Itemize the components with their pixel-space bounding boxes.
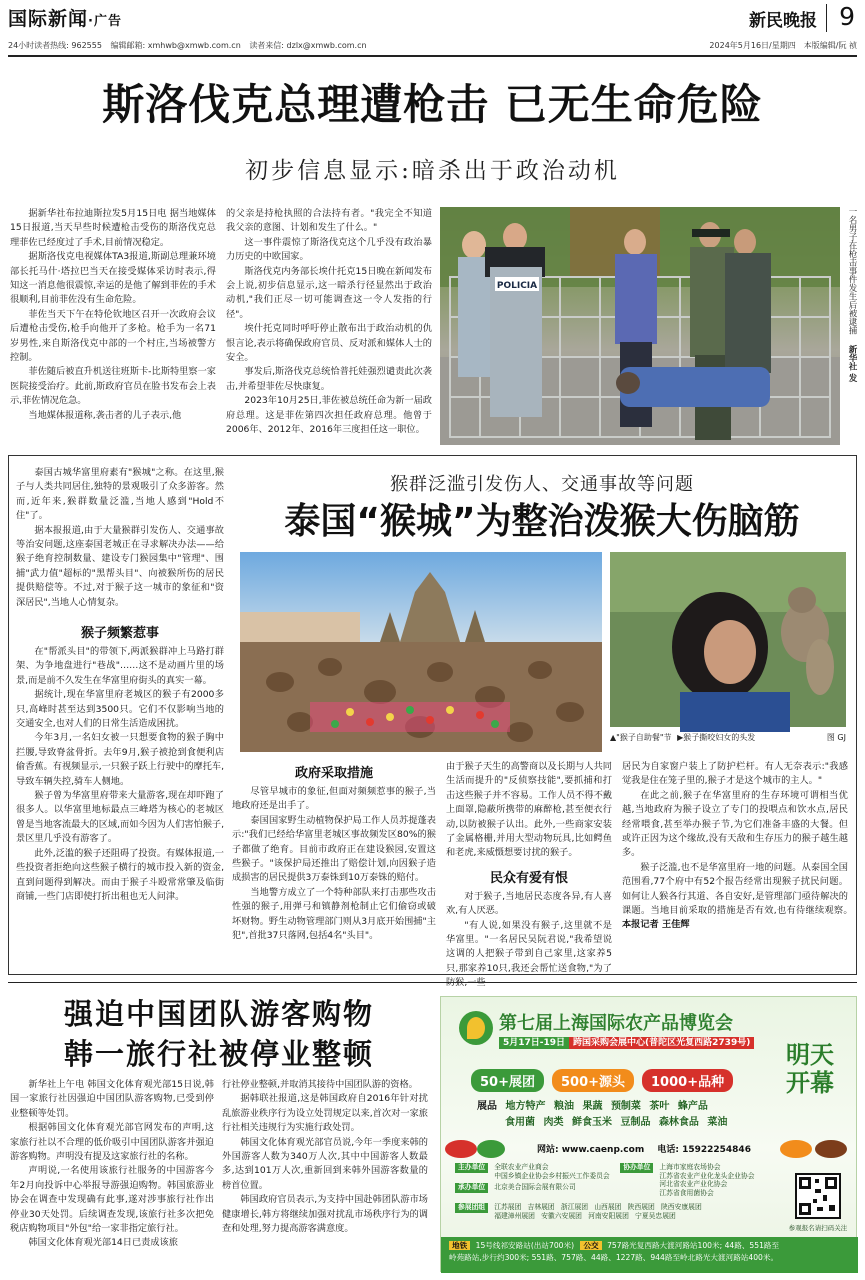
svg-text:POLICIA: POLICIA: [496, 281, 538, 291]
expo-product-categories: 展品 地方特产 粮油 果蔬 预制菜 茶叶 蜂产品 食用菌 肉类 鲜食玉米 豆制品 森林食品 菜油: [477, 1101, 728, 1128]
section-title: 国际新闻·广告: [8, 8, 122, 30]
korea-column-1: 新华社上午电 韩国文化体育观光部15日说,韩国一家旅行社因强迫中国团队游客购物,已受到停业整顿等处罚。 根据韩国文化体育观光部官网发布的声明,这家旅行社以不合理的低价吸引中国团队游客并强迫游客购物。声明没有提及这家旅行社的名称。 声明说,一名使用该旅行社服务的中国游客今年2月向投诉中心举报导游强迫购物。韩国旅游业协会在调查中发现确有此事,遂对涉事旅行社作出停业30天处罚。后续调查发现,该旅行社多次把免税店购物项目"外包"给一家非指定旅行社。 韩国文化体育观光部14日已责成该旅: [10, 1079, 214, 1249]
expo-title: 第七届上海国际农产品博览会: [499, 1013, 733, 1034]
expo-sponsors: 主办单位 全联农业产业商会 中国乡镇企业协会乡村振兴工作委员会 协办单位 上海市家庭农场协会 江苏省农业产业化龙头企业协会 河北省农业产业化协会 江苏省食用菌协会 承办单位 北京美合国际会展有限公司 参展团组 江苏展团 吉林展团 浙江展团 山西展团 陕西展团 陕西安康展团 福建漳州展团 安徽六安展团 河南安阳展团 宁夏吴忠展团: [455, 1163, 795, 1221]
expo-pills: [471, 1069, 771, 1092]
reader-email: 读者来信: dzlx@xmwb.com.cn: [249, 41, 367, 50]
expo-qr-code: [795, 1173, 841, 1219]
expo-advertisement: [440, 996, 857, 1272]
monkey-headline: 泰国“猴城”为整治泼猴大伤脑筋: [284, 501, 800, 542]
monkey-column-4: 居民为自家窗户装上了防护栏杆。有人无奈表示:"我感觉我是住在笼子里的,猴子才是这个城市的主人。" 在此之前,猴子在华富里府的生存环境可谓相当优越,当地政府为猴子设立了专门的投喂点和饮水点,居民经常喂食,甚至举办猴子节,为它们准备丰盛的大餐。但或许正因为这个缘故,没有天敌和生存压力的猴子越生越多。 猴子泛滥,也不是华富里府一地的问题。从泰国全国范围看,77个府中有52个报告经常出现猴子扰民问题。如何让人猴各行其道、各自安好,是管理部门亟待解决的课题。当地目前采取的措施是否有效,也有待继续观察。 本报记者 王佳辉: [622, 761, 848, 931]
korea-headline: 强迫中国团队游客购物 韩一旅行社被停业整顿: [63, 997, 374, 1071]
qr-code-icon: [797, 1175, 839, 1217]
lead-column-1: 据新华社布拉迪斯拉发5月15日电 据当地媒体15日报道,当天早些时候遭枪击受伤的斯洛伐克总理菲佐已经度过了手术,目前情况稳定。 据斯洛伐克电视媒体TA3报道,斯副总理兼环境部长托马什·塔拉巴当天在接受媒体采访时表示,得知这一消息他很震惊,幸运的是他了解到菲佐的手术很顺利,目前菲佐没有生命危险。 菲佐当天下午在特伦钦地区召开一次政府会议后遭枪击受伤,枪手向他开了多枪。枪手为一名71岁男性,来自斯洛伐克中部的一个村庄,当场被警方控制。 菲佐随后被直升机送往班斯卡-比斯特里察一家医院接受治疗。此前,斯政府官员在脸书发布会上表示,菲佐情况危急。 当地媒体报道称,袭击者的儿子表示,他: [10, 208, 216, 421]
header-info-line: [8, 40, 857, 51]
monkey-column-3: 由于猴子天生的高警商以及长期与人共同生活而提升的"反侦察技能",要抓捕和打击这些猴子并不容易。工作人员不得不戴上面罩,隐蔽所携带的麻醉枪,甚至便衣行动,以防被猴子认出。此外,一些商家安装了金属格栅,并用大型动物玩具,比如鳄鱼和老虎,来威慑想要讨扰的猴子。 民众有爱有恨 对于猴子,当地居民态度各异,有人喜欢,有人厌恶。 "有人说,如果没有猴子,这里就不是华富里。"一名居民吴阮君说,"我希望说这调的人把猴子带到自己家里,这家养5只,那家养10只,我还会帮忙送食物,"为了: [446, 761, 612, 974]
paper-name: 新民晚报: [749, 11, 817, 31]
monkey-woman-image: [610, 552, 846, 727]
page-header: [8, 4, 857, 54]
subhead-government-measures: 政府采取措施: [294, 766, 373, 781]
monkey-woman-photo: [610, 552, 846, 727]
editor-email: 编辑邮箱: xmhwb@xmwb.com.cn: [110, 41, 241, 50]
lead-photo-caption: 一名男子在枪击事件发生后被逮捕 新华社 发: [847, 207, 857, 383]
monkey-buffet-image: [240, 552, 602, 752]
subhead-public-attitudes: 民众有爱有恨: [489, 870, 568, 886]
hotline: 24小时读者热线: 962555: [8, 41, 102, 50]
expo-contact-line: 网站: www.caenp.com 电话: 15922254846: [537, 1145, 751, 1155]
lead-headline: 斯洛伐克总理遭枪击 已无生命危险: [102, 80, 763, 129]
monkey-intro: 泰国古城华富里府素有"猴城"之称。在这里,猴子与人类共同居住,独特的景观吸引了众多游客。然而,近年来,猴群数量泛滥,当地人感到"Hold不住"了。 据本报报道,由于大量猴群引发伤人、交通事故等治安问题,这座泰国老城正在寻求解决办法——给猴子绝育控制数量、建设专门猴园集中"管理"、围捕"武力值"超标的"黑帮头目"、向被猴所伤的居民提供赔偿等。不过,对于猴子这一城市的象征和"资深居民",当地人心情复杂。: [16, 467, 224, 608]
monkey-kicker: 猴群泛滥引发伤人、交通事故等问题: [390, 474, 694, 495]
page-divider: [826, 4, 827, 32]
header-date: 2024年5月16日/星期四 本版编辑/阮 祯: [709, 41, 857, 50]
expo-date-line: 5月17日-19日 跨国采购会展中心(普陀区光复西路2739号): [499, 1035, 754, 1048]
header-rule: [8, 55, 857, 57]
arrest-photo: [440, 207, 840, 445]
subhead-monkeys-trouble: 猴子频繁惹事: [80, 626, 159, 641]
opening-badge: 明天 开幕: [786, 1040, 834, 1097]
korea-column-2: 行社停业整顿,并取消其接待中国团队游的资格。 据韩联社报道,这是韩国政府自2016年针对扰乱旅游业秩序行为设立处罚规定以来,首次对一家旅行社相关违规行为实施行政处罚。 韩国文化体育观光部官员说,今年一季度来韩的外国游客人数为340万人次,其中中国游客人数最多,达到101万人次,重新回到来韩外国游客数量的榜首位置。 韩国政府官员表示,为支持中国赴韩团队游市场健康增长,韩方将继续加强对扰乱市场秩序行为的调查和处理,努力提高游客满意度。: [222, 1079, 428, 1235]
lead-subheadline: 初步信息显示:暗杀出于政治动机: [245, 158, 620, 184]
monkey-photo-captions: ▲"猴子自助餐"节 ▶猴子撕咬妇女的头发 图 GJ: [610, 733, 846, 742]
pill-delegations: 50+展团: [471, 1069, 544, 1092]
pill-varieties: 1000+品种: [642, 1069, 733, 1092]
lead-column-2: 的父亲是持枪执照的合法持有者。"我完全不知道我父亲的意图、计划和发生了什么。" 这一事件震惊了斯洛伐克这个几乎没有政治暴力历史的中欧国家。 斯洛伐克内务部长埃什托克15日晚在新闻发布会上说,初步信息显示,这一暗杀行径显然出于政治动机,"我们正尽一切可能调查这一令人发指的行径"。 埃什托克同时呼吁停止散布出于政治动机的仇恨言论,表示将确保政府官员、反对派和媒体人士的安全。 事发后,斯洛伐克总统恰普托娃强烈谴责此次袭击,并希望菲佐尽快康复。 2023年10月25日,菲佐被总统任命为新一届政府总理。这是菲佐第四次担任政府总理。他曾于2006年、2012年、2016年三度担任这一职位。: [226, 208, 432, 436]
expo-logo-icon: [459, 1011, 493, 1045]
monkey-column-2: 政府采取措施 尽管早城市的象征,但面对频频惹事的猴子,当地政府还是出手了。 泰国国家野生动植物保护局工作人员苏提蓬表示:"我们已经给华富里老城区事故频发区80%的猴子都做了绝育。目前市政府正在建设猴园,安置这些猴子。"该保护局还推出了赔偿计划,向因猴子造成损害的居民提供3万泰铢到10万泰铢的赔付。 当地警方成立了一个特种部队来打击那些攻击性强的猴子,用弹弓和镇静剂枪制止它们偷窃或破坏财物。野生动物管理部门则从3月底开始围捕"主犯",首批37只落网,包括4名"头目"。: [232, 760, 436, 972]
monkey-column-1: 猴子频繁惹事 在"帮派头目"的带领下,两派猴群冲上马路打群架、为争地盘进行"巷战"……这不是动画片里的场景,而是前不久发生在华富里府街头的真实一幕。 据统计,现在华富里府老城区的猴子有2000多只,高峰时甚至达到3500只。它们不仅影响当地的交通安全,也对人们的日常生活造成困扰。 今年3月,一名妇女被一只想要食物的猴子胸中拦腰,导致脊盆骨折。去年9月,猴子被抢到食便利店偷香蕉。有视频显示,一只猴子跃上行驶中的摩托车,导致车辆失控,骑车人侧地。 猴子曾为华富里府带来大量游客,现在却吓跑了很多人。以华富里地标最点三峰塔为核心的老城区曾是当地客流最大的区域,而如今因为人们害怕猴子,景区里几乎没有游客了。 此外,泛滥的猴子还阻碍了投资。有媒体报道,一些投资者拒绝向这些猴子横行的城市投入新的资金,直到问题得到解决。而由于猴子斗殴常常肇及临街商铺,一些门店即使打折出租也无人问津。: [16, 622, 224, 972]
monkey-buffet-photo: [240, 552, 602, 752]
pill-sources: 500+源头: [552, 1069, 634, 1092]
expo-qr-caption: 参观报名请扫码关注: [788, 1224, 848, 1232]
bottom-section-rule: [8, 982, 857, 983]
expo-transport: 地铁 15号线祁安路站(出站700米) 公交 757路光复西路大渡河路站100米; 44路、551路至 岭苑路站,步行约300米; 551路、757路、44路、1227路、944路至岭北路光大渡河路站400米。: [441, 1237, 858, 1273]
arrest-scene-image: [440, 207, 840, 445]
page-number: 9: [839, 2, 855, 31]
